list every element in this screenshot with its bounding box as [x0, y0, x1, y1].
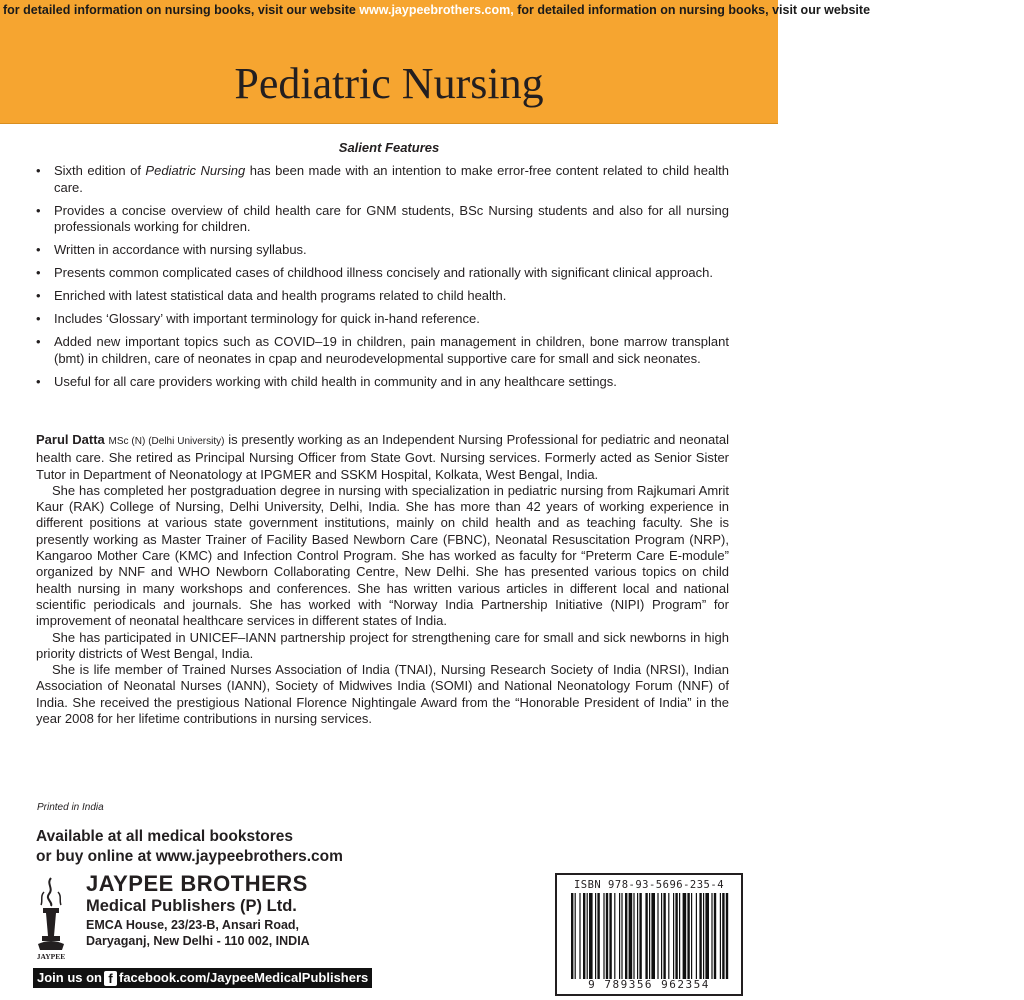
barcode-bar [579, 893, 580, 979]
isbn-text: ISBN 978-93-5696-235-4 [573, 879, 725, 891]
barcode-bar [625, 893, 627, 979]
barcode-bar [614, 893, 615, 979]
barcode-bar [606, 893, 608, 979]
top-info-strip [0, 0, 1024, 20]
barcode-bar [668, 893, 669, 979]
salient-features-heading: Salient Features [338, 140, 440, 155]
barcode-bar [711, 893, 712, 979]
barcode-bar [619, 893, 620, 979]
barcode-bar [587, 893, 588, 979]
barcode-bar [703, 893, 704, 979]
barcode-bar [687, 893, 689, 979]
social-prefix: Join us on [37, 970, 102, 985]
barcode-bar [649, 893, 650, 979]
barcode-bar [675, 893, 677, 979]
barcode-bar [637, 893, 638, 979]
author-intro: Parul Datta MSc (N) (Delhi University) is presently working as an Independent Nursing Professional for pediatric and neonatal health care. She retired as Principal Nursing Officer from State Govt. Nursing services. Formerly acted as Senior Sister Tutor in Department of Neonatology at IPGMER and SSKM Hospital, Kolkata, West Bengal, India. [36, 432, 729, 482]
barcode-bar [633, 893, 634, 979]
barcode-bar [699, 893, 701, 979]
feature-item: • Useful for all care providers working with child health in community and in any healthcare settings. [36, 374, 729, 391]
availability-info [36, 827, 343, 867]
website-link-1[interactable]: www.jaypeebrothers.com, [359, 3, 514, 17]
publisher-address-1: EMCA House, 23/23-B, Ansari Road, [86, 918, 300, 932]
barcode-bar [705, 893, 709, 979]
barcode-bar [603, 893, 604, 979]
barcode-bar [661, 893, 662, 979]
barcode-icon [569, 893, 729, 979]
barcode-bar [726, 893, 728, 979]
isbn-barcode [555, 873, 743, 996]
barcode-bar [621, 893, 622, 979]
barcode-bar [595, 893, 596, 979]
publisher-subtitle: Medical Publishers (P) Ltd. [86, 897, 297, 915]
barcode-bar [657, 893, 658, 979]
barcode-bar [722, 893, 724, 979]
availability-line-2: or buy online at www.jaypeebrothers.com [36, 848, 343, 865]
facebook-url[interactable]: facebook.com/JaypeeMedicalPublishers [119, 970, 369, 985]
author-bio [36, 432, 729, 727]
bio-paragraph: She has completed her postgraduation degree in nursing with specialization in pediatric nursing from Rajkumari Amrit Kaur (RAK) College of Nursing, Delhi University, Delhi, India. She has more than 42 years of working experience in different positions at various state government institutions, mainly on child health and as teaching faculty. She is presently working as Master Trainer of Facility Based Newborn Care (FBNC), Neonatal Resuscitation Program (NRP), Kangaroo Mother Care (KMC) and Infection Control Program. She has worked as faculty for “Preterm Care E-module” organized by NNF and WHO Newborn Collaborating Centre, New Delhi. She has presented various topics on child health nursing in many workshops and conferences. She has written various articles in different local and national scientific periodicals and journals. She has worked with “Norway India Partnership Initiative (NIPI) Program” for improvement of neonatal healthcare services in different states of India. [36, 482, 729, 629]
barcode-bar [673, 893, 674, 979]
printed-in-note: Printed in India [37, 802, 104, 813]
publisher-name: JAYPEE BROTHERS [86, 871, 308, 896]
bio-paragraph: She is life member of Trained Nurses Association of India (TNAI), Nursing Research Society of India (NRSI), Indian Association of Neonatal Nurses (IANN), Society of Midwives India (SOMI) and National Neonatology Forum (NNF) of India. She received the prestigious National Florence Nightingale Award from the “Honorable President of India” in the year 2008 for her lifetime contributions in nursing services. [36, 662, 729, 727]
publisher-block [86, 872, 310, 949]
jaypee-logo-icon [34, 874, 68, 962]
strip-text-1: for detailed information on nursing books, visit our website [3, 3, 360, 17]
barcode-bar [696, 893, 697, 979]
barcode-bar [691, 893, 692, 979]
barcode-bar [679, 893, 680, 979]
facebook-icon: f [104, 971, 117, 986]
strip-text-2: for detailed information on nursing books, visit our website [513, 3, 874, 17]
barcode-number: 9 789356 962354 [588, 978, 710, 991]
feature-item: • Sixth edition of Pediatric Nursing has been made with an intention to make error-free content related to child health care. [36, 163, 729, 196]
availability-line-1: Available at all medical bookstores [36, 828, 293, 845]
barcode-bar [683, 893, 687, 979]
barcode-bar [597, 893, 599, 979]
barcode-bar [609, 893, 611, 979]
barcode-bar [575, 893, 576, 979]
barcode-bar [663, 893, 665, 979]
author-credentials: MSc (N) (Delhi University) [108, 436, 225, 447]
barcode-bar [651, 893, 655, 979]
features-list [36, 163, 729, 397]
barcode-bar [720, 893, 721, 979]
feature-item: • Added new important topics such as COVID–19 in children, pain management in children, bone marrow transplant (bmt) in children, care of neonates in cpap and neurodevelopmental supportive care for small and sick neonates. [36, 334, 729, 367]
author-name: Parul Datta [36, 432, 105, 447]
barcode-bar [583, 893, 585, 979]
book-title: Pediatric Nursing [234, 59, 544, 108]
social-bar[interactable] [33, 968, 372, 988]
title-banner [0, 20, 778, 124]
feature-item: • Includes ‘Glossary’ with important terminology for quick in-hand reference. [36, 311, 729, 328]
bio-paragraph: She has participated in UNICEF–IANN partnership project for strengthening care for small and sick newborns in high priority districts of West Bengal, India. [36, 629, 729, 661]
barcode-bar [571, 893, 573, 979]
barcode-bar [639, 893, 641, 979]
website-link-2[interactable]: www.jaypeebrothers.com [873, 3, 1024, 17]
barcode-bar [645, 893, 647, 979]
feature-item: • Enriched with latest statistical data and health programs related to child health. [36, 288, 729, 305]
feature-item: • Written in accordance with nursing syllabus. [36, 242, 729, 259]
feature-item: • Presents common complicated cases of childhood illness concisely and rationally with significant clinical approach. [36, 265, 729, 282]
barcode-bar [589, 893, 593, 979]
logo-text: JAYPEE [36, 952, 66, 961]
barcode-bar [714, 893, 716, 979]
feature-item: • Provides a concise overview of child health care for GNM students, BSc Nursing students and also for all nursing professionals working for children. [36, 203, 729, 236]
barcode-bar [629, 893, 633, 979]
publisher-address-2: Daryaganj, New Delhi - 110 002, INDIA [86, 934, 310, 948]
